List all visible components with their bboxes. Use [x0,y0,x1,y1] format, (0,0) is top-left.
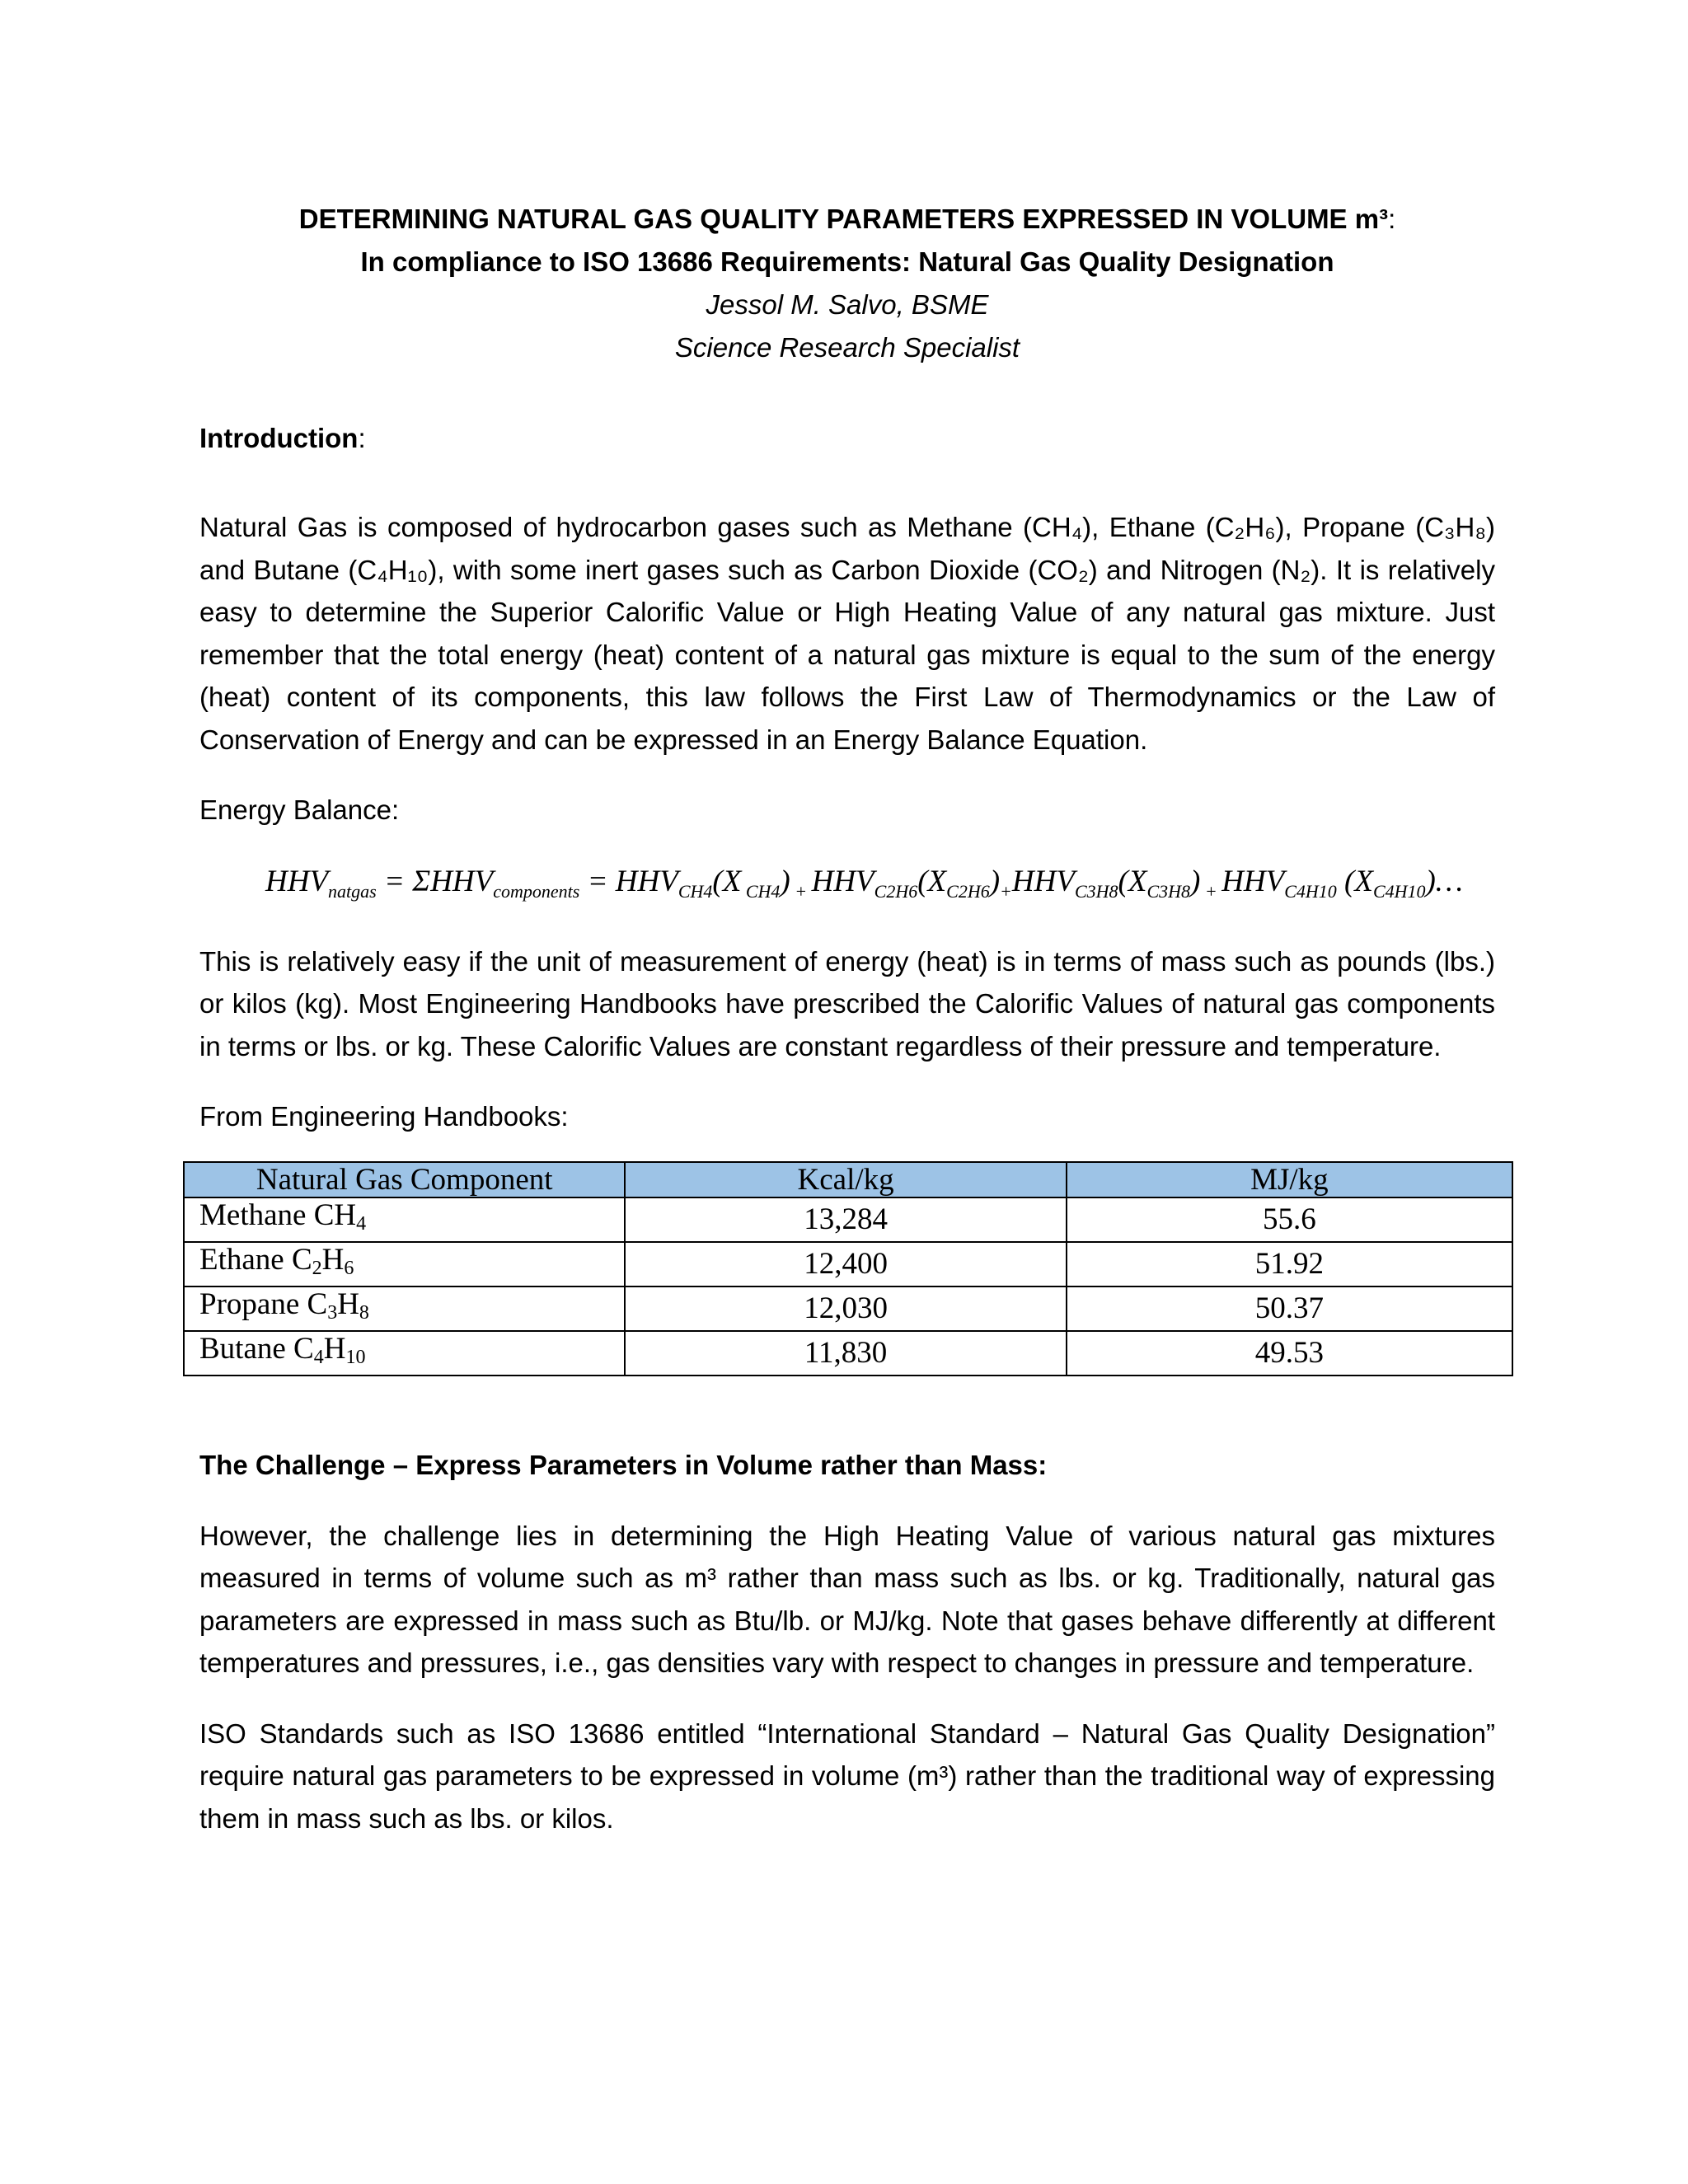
eq-part: )… [1425,864,1463,898]
mj-cell: 49.53 [1067,1331,1512,1376]
document-title [199,198,1495,241]
mj-cell: 50.37 [1067,1286,1512,1331]
eq-part: (X [1336,864,1373,898]
challenge-paragraph: However, the challenge lies in determining the High Heating Value of various natural gas mixtures measured in terms of volume such as m³ rather than mass such as lbs. or kg. Traditionally, natural gas parameters are expressed in mass such as Btu/lb. or MJ/kg. Note that gases behave differently at different temperatures and pressures, i.e., gas densities vary with respect to changes in pressure and temperature. [199,1520,1495,1678]
formula-mid: H [323,1331,346,1366]
eq-sub: + [1000,880,1012,902]
eq-part: (X [712,864,742,898]
eq-part: HHV [265,864,329,898]
eq-sub: CH4 [678,880,713,902]
eq-sub: components [493,880,580,902]
mj-cell: 51.92 [1067,1242,1512,1286]
formula-sub: 4 [356,1212,367,1235]
eq-part: ) [989,864,1001,898]
eq-sub: C4H10 [1284,880,1337,902]
table-row [184,1331,1512,1376]
eq-part: HHV [811,864,874,898]
intro-heading [199,417,1495,460]
formula-sub: 6 [344,1257,354,1279]
formula-sub: 3 [327,1301,338,1324]
header-kcal: Kcal/kg [625,1162,1066,1197]
component-name: Ethane C [199,1242,312,1277]
iso-paragraph: ISO Standards such as ISO 13686 entitled “International Standard – Natural Gas Quality Designation” require natural gas parameters to be expressed in volume (m³) rather than the traditional way of expressing them in mass such as lbs. or kilos. [199,1718,1495,1834]
document-subtitle: In compliance to ISO 13686 Requirements: Natural Gas Quality Designation [360,246,1334,277]
component-cell [184,1197,625,1242]
table-row [184,1286,1512,1331]
table-row [184,1242,1512,1286]
formula-mid: H [337,1286,359,1321]
header-component: Natural Gas Component [184,1162,625,1197]
eq-sub: C4H10 [1372,880,1426,902]
component-name: Propane C [199,1286,328,1321]
eq-sub: + [1200,880,1222,902]
component-cell [184,1331,625,1376]
eq-part: (X [1118,864,1147,898]
eq-part: ) [1190,864,1201,898]
eq-sub: CH4 [741,880,781,902]
title-block [199,198,1495,369]
table-header-row [184,1162,1512,1197]
formula-sub: 8 [359,1301,369,1324]
handbooks-label: From Engineering Handbooks: [199,1101,569,1132]
component-name: Methane CH [199,1197,357,1232]
energy-balance-label: Energy Balance: [199,794,400,825]
eq-sub: C2H6 [946,880,990,902]
author-name: Jessol M. Salvo, BSME [706,289,989,320]
table-row [184,1197,1512,1242]
eq-sub: natgas [328,880,377,902]
formula-sub: 10 [345,1346,366,1368]
formula-sub: 2 [312,1257,322,1279]
intro-heading-text: Introduction [199,423,359,453]
title-line-1: DETERMINING NATURAL GAS QUALITY PARAMETERS EXPRESSED IN VOLUME m³ [298,204,1389,234]
eq-sub: C3H8 [1074,880,1118,902]
eq-sub: C2H6 [874,880,918,902]
mj-cell: 55.6 [1067,1197,1512,1242]
eq-part: (X [917,864,947,898]
header-mj: MJ/kg [1067,1162,1512,1197]
eq-part: HHV [1221,864,1285,898]
component-cell [184,1286,625,1331]
eq-sub: C3H8 [1146,880,1190,902]
eq-part: HHV [1011,864,1075,898]
document-body [199,198,1495,1840]
kcal-cell: 12,400 [625,1242,1066,1286]
title-line-1-suffix: : [1388,204,1396,234]
energy-balance-equation [265,861,1495,912]
intro-heading-suffix: : [358,423,366,453]
challenge-heading: The Challenge – Express Parameters in Volume rather than Mass: [199,1449,1048,1480]
eq-sub: + [790,880,812,902]
eq-part: = HHV [579,864,678,898]
formula-sub: 4 [313,1346,324,1368]
mass-paragraph: This is relatively easy if the unit of measurement of energy (heat) is in terms of mass such as pounds (lbs.) or kilos (kg). Most Engineering Handbooks have prescribed the Calorific Values of natural gas components in terms or lbs. or kg. These Calorific Values are constant regardless of their pressure and temperature. [199,945,1495,1062]
kcal-cell: 13,284 [625,1197,1066,1242]
intro-paragraph: Natural Gas is composed of hydrocarbon gases such as Methane (CH₄), Ethane (C₂H₆), Propane (C₃H₈) and Butane (C₄H₁₀), with some inert gases such as Carbon Dioxide (CO₂) and Nitrogen (N₂). It is relatively easy to determine the Superior Calorific Value or High Heating Value of any natural gas mixture. Just remember that the total energy (heat) content of a natural gas mixture is equal to the sum of the energy (heat) content of its components, this law follows the First Law of Thermodynamics or the Law of Conservation of Energy and can be expressed in an Energy Balance Equation. [199,512,1495,755]
component-name: Butane C [199,1331,314,1366]
kcal-cell: 12,030 [625,1286,1066,1331]
component-cell [184,1242,625,1286]
eq-part: ) [780,864,790,898]
author-role: Science Research Specialist [674,332,1020,363]
calorific-values-table [183,1161,1513,1376]
kcal-cell: 11,830 [625,1331,1066,1376]
formula-mid: H [321,1242,345,1277]
eq-part: = ΣHHV [376,864,494,898]
